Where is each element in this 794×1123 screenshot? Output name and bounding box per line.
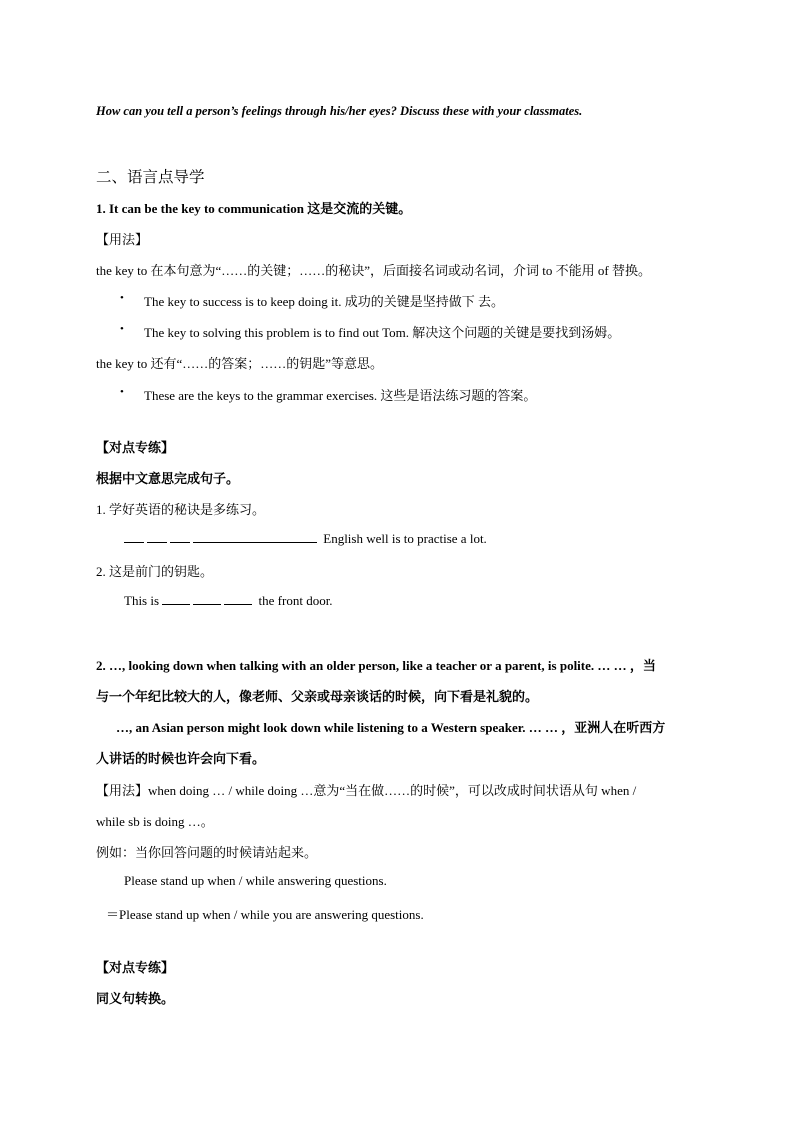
point2-title-line3: …, an Asian person might look down while listening to a Western speaker. … … ，亚洲人在听西方	[116, 720, 666, 735]
point2-practice-label: 【对点专练】	[96, 960, 175, 975]
point2-title-line2: 与一个年纪比较大的人，像老师、父亲或母亲谈话的时候，向下看是礼貌的。	[96, 689, 539, 704]
point2-title-line4: 人讲话的时候也许会向下看。	[96, 751, 266, 766]
point2-example-en1: Please stand up when / while answering questions.	[124, 873, 387, 888]
point1-q1-cn: 1. 学好英语的秘诀是多练习。	[96, 502, 266, 517]
point1-practice-label: 【对点专练】	[96, 440, 175, 455]
point1-example1: The key to success is to keep doing it. 成功的关键是坚持做下 去。	[144, 294, 504, 309]
intro-question: How can you tell a person’s feelings through his/her eyes? Discuss these with your classmates.	[96, 104, 583, 118]
answer-blank[interactable]	[224, 592, 252, 605]
point1-usage-label: 【用法】	[96, 232, 149, 247]
point1-title: 1. It can be the key to communication 这是交流的关键。	[96, 201, 412, 216]
point2-example-label: 例如：当你回答问题的时候请站起来。	[96, 845, 318, 860]
section-title: 二、语言点导学	[96, 168, 205, 186]
point2-usage-text2: while sb is doing …。	[96, 814, 214, 829]
answer-blank[interactable]	[193, 592, 221, 605]
point2-usage-text: when doing … / while doing …意为“当在做……的时候”，可以改成时间状语从句 when /	[148, 783, 637, 798]
bullet-icon: •	[120, 292, 124, 304]
bullet-icon: •	[120, 323, 124, 335]
point2-usage-label: 【用法】	[96, 783, 149, 798]
point1-example3: These are the keys to the grammar exercises. 这些是语法练习题的答案。	[144, 388, 537, 403]
point1-q2-en	[124, 592, 333, 609]
q2-en-suffix: the front door.	[258, 593, 333, 608]
bullet-icon: •	[120, 386, 124, 398]
point2-title-line1: 2. …, looking down when talking with an older person, like a teacher or a parent, is polite. … … ，当	[96, 658, 656, 673]
answer-blank[interactable]	[162, 592, 190, 605]
point1-q1-en	[124, 530, 487, 547]
q2-en-prefix: This is	[124, 593, 160, 608]
point1-q2-cn: 2. 这是前门的钥匙。	[96, 564, 214, 579]
answer-blank[interactable]	[170, 530, 190, 543]
q1-en-text: English well is to practise a lot.	[323, 531, 487, 546]
answer-blank[interactable]	[124, 530, 144, 543]
answer-blank[interactable]	[147, 530, 167, 543]
point1-usage-text2: the key to 还有“……的答案；……的钥匙”等意思。	[96, 356, 384, 371]
point1-usage-text: the key to 在本句意为“……的关键；……的秘诀”，后面接名词或动名词，介词 to 不能用 of 替换。	[96, 263, 651, 278]
answer-blank[interactable]	[193, 530, 317, 543]
point1-practice-instruction: 根据中文意思完成句子。	[96, 471, 240, 486]
point2-usage	[96, 780, 636, 799]
point1-example2: The key to solving this problem is to find out Tom. 解决这个问题的关键是要找到汤姆。	[144, 325, 621, 340]
point2-example-en2: ＝Please stand up when / while you are answering questions.	[106, 907, 424, 922]
point2-practice-instruction: 同义句转换。	[96, 991, 175, 1006]
